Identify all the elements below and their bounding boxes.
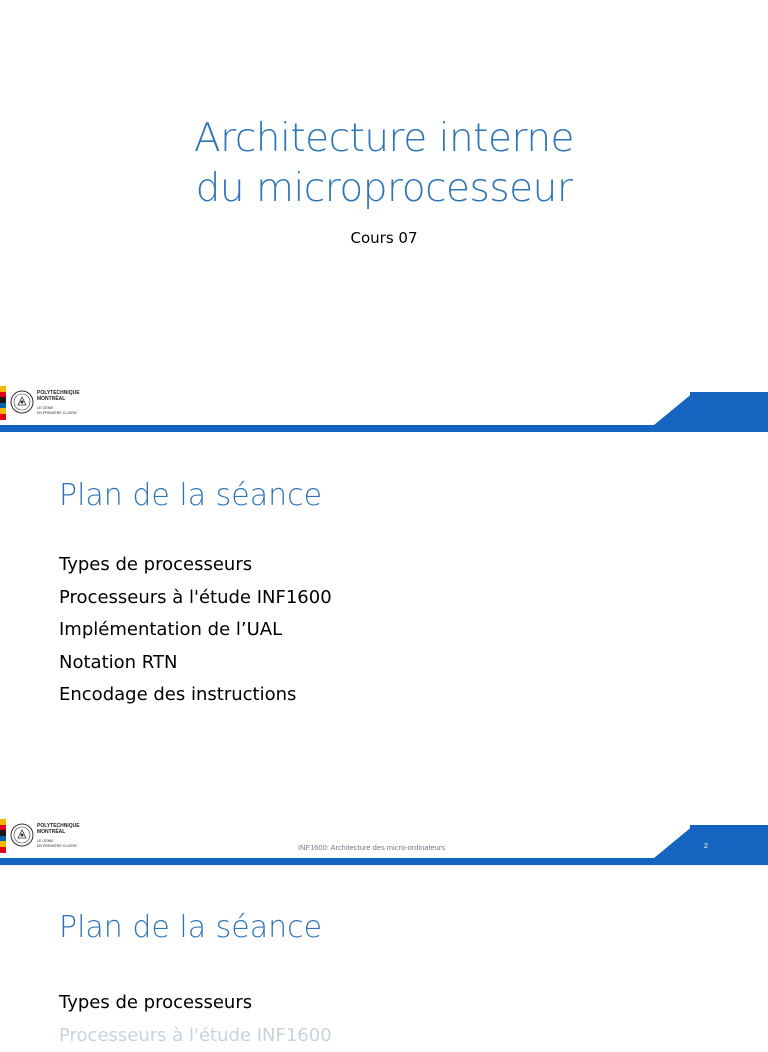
course-footer-text: INF1600: Architecture des micro-ordinateurs <box>298 843 445 852</box>
list-item: Notation RTN <box>59 647 332 680</box>
list-item: Types de processeurs <box>59 987 332 1020</box>
slide-footer <box>0 382 768 432</box>
list-item: Encodage des instructions <box>59 679 332 712</box>
seal-icon <box>10 823 34 847</box>
agenda-slide-partial <box>0 866 768 1024</box>
footer-wedge <box>654 392 694 425</box>
slide-title-line-2: du microprocesseur <box>0 164 768 214</box>
seal-icon <box>10 390 34 414</box>
logo-tagline: LE GÉNIE EN PREMIÈRE CLASSE <box>37 839 97 848</box>
logo-stripes <box>0 386 6 420</box>
polytechnique-logo <box>0 386 90 420</box>
list-item: Processeurs à l'étude INF1600 <box>59 582 332 615</box>
footer-bar <box>0 858 768 865</box>
footer-corner <box>690 825 768 858</box>
slide-title-line-1: Architecture interne <box>0 114 768 164</box>
list-item: Implémentation de l’UAL <box>59 614 332 647</box>
list-item: Processeurs à l'étude INF1600 <box>59 1020 332 1052</box>
slide-title <box>0 114 768 214</box>
footer-corner <box>690 392 768 425</box>
footer-bar <box>0 425 768 432</box>
logo-stripes <box>0 819 6 853</box>
logo-name: POLYTECHNIQUE MONTRÉAL <box>37 390 97 402</box>
slide-subtitle: Cours 07 <box>0 229 768 247</box>
slide-title: Plan de la séance <box>59 478 322 513</box>
slide-footer <box>0 815 768 865</box>
agenda-list <box>59 549 332 712</box>
agenda-list <box>59 987 332 1052</box>
polytechnique-logo <box>0 819 90 853</box>
page-number: 2 <box>704 843 708 850</box>
title-slide <box>0 0 768 432</box>
list-item: Types de processeurs <box>59 549 332 582</box>
agenda-slide <box>0 433 768 865</box>
footer-wedge <box>654 825 694 858</box>
logo-tagline: LE GÉNIE EN PREMIÈRE CLASSE <box>37 406 97 415</box>
slide-title: Plan de la séance <box>59 910 322 945</box>
logo-name: POLYTECHNIQUE MONTRÉAL <box>37 823 97 835</box>
